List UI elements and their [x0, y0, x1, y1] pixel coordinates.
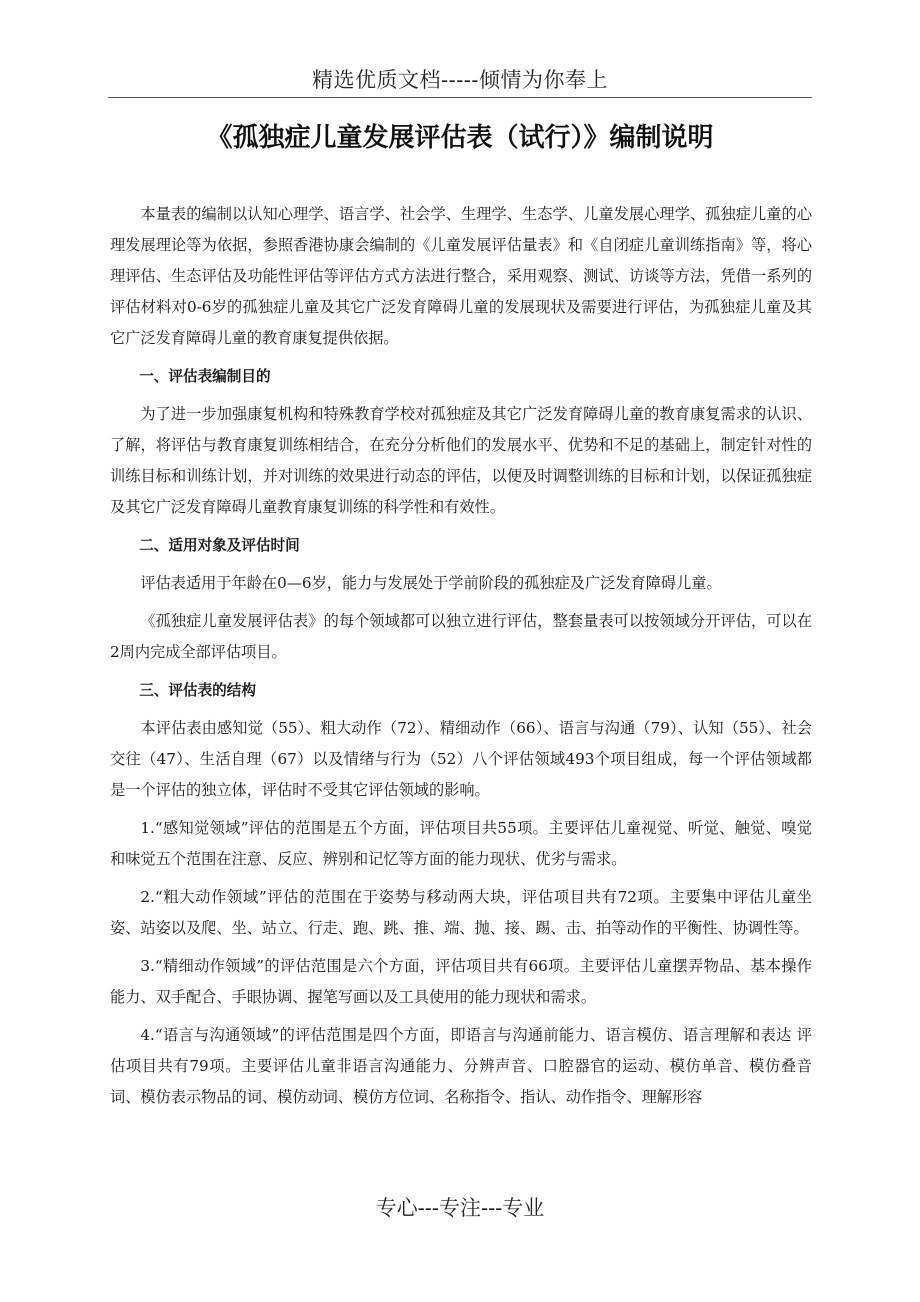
document-body	[110, 199, 812, 1120]
section-scope-paragraph-2: 《孤独症儿童发展评估表》的每个领域都可以独立进行评估，整套量表可以按领域分开评估，可以在2周内完成全部评估项目。	[110, 612, 812, 661]
list-item-gross-motor: 2.“粗大动作领域”评估的范围在于姿势与移动两大块，评估项目共有72项。主要集中评估儿童坐姿、站姿以及爬、坐、站立、行走、跑、跳、推、端、抛、接、踢、击、拍等动作的平衡性、协调性等。	[110, 888, 812, 937]
header-rule	[108, 97, 812, 98]
document-title: 《孤独症儿童发展评估表（试行）》编制说明	[206, 123, 714, 153]
section-scope-paragraph-1: 评估表适用于年龄在0—6岁，能力与发展处于学前阶段的孤独症及广泛发育障碍儿童。	[140, 574, 722, 592]
section-heading-scope: 二、适用对象及评估时间	[139, 537, 300, 554]
intro-paragraph: 本量表的编制以认知心理学、语言学、社会学、生理学、生态学、儿童发展心理学、孤独症儿童的心理发展理论等为依据，参照香港协康会编制的《儿童发展评估量表》和《自闭症儿童训练指南》等，将心理评估、生态评估及功能性评估等评估方式方法进行整合，采用观察、测试、访谈等方法，凭借一系列的评估材料对0-6岁的孤独症儿童及其它广泛发育障碍儿童的发展现状及需要进行评估，为孤独症儿童及其它广泛发育障碍儿童的教育康复提供依据。	[110, 205, 812, 347]
list-item-language: 4.“语言与沟通领域”的评估范围是四个方面，即语言与沟通前能力、语言模仿、语言理解和表达 评估项目共有79项。主要评估儿童非语言沟通能力、分辨声音、口腔器官的运动、模仿单音、模仿叠音词、模仿表示物品的词、模仿动词、模仿方位词、名称指令、指认、动作指令、理解形容	[110, 1026, 812, 1106]
section-heading-structure: 三、评估表的结构	[139, 682, 256, 699]
section-structure-paragraph: 本评估表由感知觉（55）、粗大动作（72）、精细动作（66）、语言与沟通（79）、认知（55）、社会交往（47）、生活自理（67）以及情绪与行为（52）八个评估领域493个项目组成，每一个评估领域都是一个评估的独立体，评估时不受其它评估领域的影响。	[110, 719, 812, 799]
page-footer: 专心---专注---专业	[375, 1196, 545, 1220]
list-item-perception: 1.“感知觉领域”评估的范围是五个方面，评估项目共55项。主要评估儿童视觉、听觉、触觉、嗅觉和味觉五个范围在注意、反应、辨别和记忆等方面的能力现状、优劣与需求。	[110, 819, 812, 868]
list-item-fine-motor: 3.“精细动作领域”的评估范围是六个方面，评估项目共有66项。主要评估儿童摆弄物品、基本操作能力、双手配合、手眼协调、握笔写画以及工具使用的能力现状和需求。	[110, 957, 812, 1006]
section-heading-purpose: 一、评估表编制目的	[139, 368, 271, 385]
page-header: 精选优质文档-----倾情为你奉上	[312, 68, 608, 92]
section-purpose-paragraph: 为了进一步加强康复机构和特殊教育学校对孤独症及其它广泛发育障碍儿童的教育康复需求的认识、了解，将评估与教育康复训练相结合，在充分分析他们的发展水平、优势和不足的基础上，制定针对性的训练目标和训练计划，并对训练的效果进行动态的评估，以便及时调整训练的目标和计划，以保证孤独症及其它广泛发育障碍儿童教育康复训练的科学性和有效性。	[110, 405, 812, 516]
